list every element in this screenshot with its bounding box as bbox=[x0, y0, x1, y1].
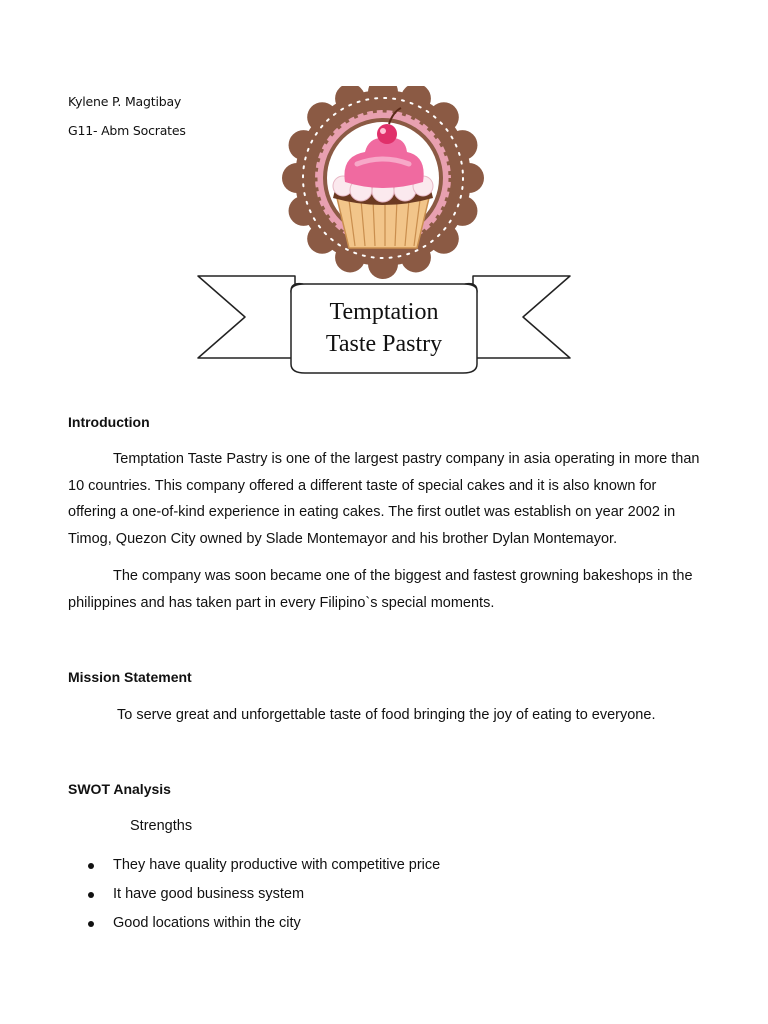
logo-title-line1: Temptation bbox=[329, 299, 439, 325]
author-class: G11- Abm Socrates bbox=[68, 123, 186, 138]
author-name: Kylene P. Magtibay bbox=[68, 94, 182, 109]
swot-heading: SWOT Analysis bbox=[68, 781, 171, 797]
frame-scallop bbox=[368, 249, 398, 279]
introduction-heading: Introduction bbox=[68, 414, 150, 430]
frame-scallop bbox=[429, 102, 459, 132]
frame-scallop bbox=[307, 102, 337, 132]
frame-scallop bbox=[289, 130, 319, 160]
frame-scallop bbox=[454, 163, 484, 193]
logo-title-line2: Taste Pastry bbox=[325, 331, 443, 357]
frame-scallop bbox=[289, 196, 319, 226]
list-item: Good locations within the city bbox=[88, 909, 440, 938]
frame-scallop bbox=[429, 224, 459, 254]
frame-scallop bbox=[447, 196, 477, 226]
frame-scallop bbox=[282, 163, 312, 193]
strengths-label: Strengths bbox=[130, 818, 193, 834]
bullet-icon bbox=[88, 921, 94, 927]
bullet-icon bbox=[88, 863, 94, 869]
mission-statement: To serve great and unforgettable taste of food bringing the joy of eating to everyone. bbox=[117, 707, 656, 723]
list-item: They have quality productive with competitive price bbox=[88, 851, 440, 880]
bullet-icon bbox=[88, 892, 94, 898]
frame-scallop bbox=[447, 130, 477, 160]
strengths-list bbox=[88, 851, 440, 938]
introduction-paragraph-2: The company was soon became one of the biggest and fastest growning bakeshops in the philippines and has taken part in every Filipino`s special moments. bbox=[68, 568, 693, 611]
frame-scallop bbox=[307, 224, 337, 254]
mission-heading: Mission Statement bbox=[68, 669, 192, 685]
list-item: It have good business system bbox=[88, 880, 440, 909]
introduction-paragraph-1: Temptation Taste Pastry is one of the largest pastry company in asia operating in more than 10 countries. This company offered a different taste of special cakes and it is also known for offering a one-of-kind experience in eating cakes. The first outlet was establish on year 2002 in Timog, Quezon City owned by Slade Montemayor and his brother Dylan Montemayor. bbox=[68, 451, 700, 547]
bakery-logo bbox=[195, 86, 575, 378]
